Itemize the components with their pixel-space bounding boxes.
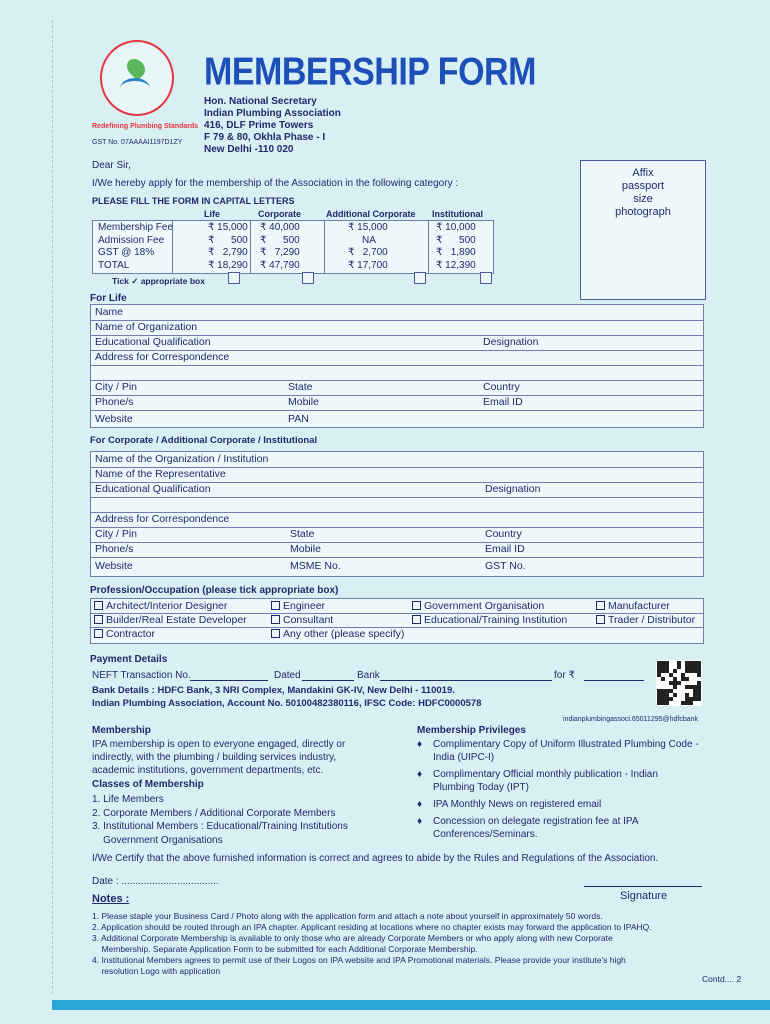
tick-box-additional[interactable]: [414, 272, 426, 284]
diamond-bullet-icon: ♦: [417, 739, 423, 750]
life-org-label: Name of Organization: [95, 321, 198, 333]
checkbox-icon[interactable]: [94, 629, 103, 638]
amount-label: for ₹: [554, 670, 575, 681]
account-line: Indian Plumbing Association, Account No. 50100482380116, IFSC Code: HDFC0000578: [92, 698, 482, 709]
note-item: Membership. Separate Application Form to be submitted for each Additional Corporate Membership.: [92, 944, 478, 954]
corp-designation-label: Designation: [485, 483, 541, 495]
privilege-line: India (UIPC-I): [433, 752, 495, 763]
fee-cell: ₹ 500: [436, 234, 476, 246]
life-country-label: Country: [483, 381, 520, 393]
signature-label: Signature: [620, 890, 668, 902]
life-heading: For Life: [90, 293, 127, 304]
fee-cell: ₹ 18,290: [208, 259, 248, 271]
classes-heading: Classes of Membership: [92, 779, 204, 790]
checkbox-icon[interactable]: [596, 601, 605, 610]
profession-heading: Profession/Occupation (please tick appropriate box): [90, 585, 339, 596]
neft-label: NEFT Transaction No.: [92, 670, 191, 681]
profession-option[interactable]: [271, 628, 404, 641]
tick-box-institutional[interactable]: [480, 272, 492, 284]
address-line: Hon. National Secretary: [204, 96, 317, 107]
bank-details: Bank Details : HDFC Bank, 3 NRI Complex, Mandakini GK-IV, New Delhi - 110019.: [92, 685, 455, 696]
membership-line: indirectly, with the plumbing / building services industry,: [92, 752, 337, 763]
upi-id: indianplumbingassoci.65011295@hdfcbank: [563, 716, 699, 723]
fee-row-label: GST @ 18%: [98, 247, 155, 258]
life-phone-row[interactable]: [91, 395, 703, 411]
tick-box-life[interactable]: [228, 272, 240, 284]
corp-heading: For Corporate / Additional Corporate / Institutional: [90, 435, 318, 446]
profession-option[interactable]: [271, 600, 325, 613]
gst-number: GST No. 07AAAAI1197D1ZY: [92, 139, 183, 146]
fee-cell: ₹ 15,000: [208, 222, 248, 233]
life-address-label: Address for Correspondence: [95, 351, 230, 363]
life-mobile-label: Mobile: [288, 396, 319, 408]
profession-option[interactable]: [94, 600, 227, 613]
corp-phone-label: Phone/s: [95, 543, 134, 555]
tick-box-corporate[interactable]: [302, 272, 314, 284]
note-item: 4. Institutional Members agrees to permit use of their Logos on IPA website and IPA Promotional materials. Please provide your institute's high: [92, 955, 626, 965]
checkbox-icon[interactable]: [596, 615, 605, 624]
corp-email-label: Email ID: [485, 543, 525, 555]
corp-rep-row[interactable]: [91, 467, 703, 483]
life-pan-label: PAN: [288, 413, 309, 425]
checkbox-icon[interactable]: [94, 615, 103, 624]
privilege-line: Concession on delegate registration fee at IPA: [433, 816, 639, 827]
note-item: 3. Additional Corporate Membership is available to only those who are already Corporate Members or who apply along with new Corporate: [92, 933, 613, 943]
privilege-line: Conferences/Seminars.: [433, 829, 538, 840]
bank-label: Bank: [357, 670, 380, 681]
fee-header-institutional: Institutional: [432, 209, 483, 219]
corp-city-label: City / Pin: [95, 528, 138, 540]
corp-mobile-label: Mobile: [290, 543, 321, 555]
profession-option-label: Government Organisation: [424, 600, 545, 612]
life-website-row[interactable]: [91, 410, 703, 426]
life-address-row-2[interactable]: [91, 365, 703, 381]
class-item: 1. Life Members: [92, 794, 164, 805]
fee-header-corporate: Corporate: [258, 209, 302, 219]
fee-cell: ₹ 500: [260, 234, 300, 246]
checkbox-icon[interactable]: [412, 601, 421, 610]
life-address-row[interactable]: [91, 350, 703, 366]
fee-cell: ₹ 500: [208, 234, 248, 246]
fee-cell: ₹ 10,000: [436, 222, 476, 233]
class-item: 3. Institutional Members : Educational/Training Institutions: [92, 821, 348, 832]
profession-option-label: Consultant: [283, 614, 334, 626]
corp-msme-label: MSME No.: [290, 560, 341, 572]
caps-note: PLEASE FILL THE FORM IN CAPITAL LETTERS: [92, 196, 295, 206]
checkbox-icon[interactable]: [94, 601, 103, 610]
fee-cell: ₹ 7,290: [260, 247, 300, 258]
address-line: F 79 & 80, Okhla Phase - I: [204, 132, 326, 143]
profession-option-label: Educational/Training Institution: [424, 614, 568, 626]
life-name-label: Name: [95, 306, 124, 318]
corp-website-row[interactable]: [91, 557, 703, 575]
profession-option-label: Trader / Distributor: [608, 614, 696, 626]
fee-cell: ₹ 2,700: [348, 247, 388, 258]
corp-address-label: Address for Correspondence: [95, 513, 230, 525]
membership-line: IPA membership is open to everyone engaged, directly or: [92, 739, 346, 750]
privilege-line: Plumbing Today (IPT): [433, 782, 529, 793]
certify-text: I/We Certify that the above furnished information is correct and agrees to abide by the Rules and Regulations of the Association.: [92, 853, 659, 864]
corp-blank-row[interactable]: [91, 497, 703, 513]
perforation-line: [52, 20, 53, 994]
class-item: 2. Corporate Members / Additional Corporate Members: [92, 807, 336, 819]
life-edu-label: Educational Qualification: [95, 336, 211, 348]
fee-row-label: TOTAL: [98, 259, 130, 271]
salutation: Dear Sir,: [92, 160, 131, 171]
checkbox-icon[interactable]: [412, 615, 421, 624]
life-designation-label: Designation: [483, 336, 539, 348]
corp-org-label: Name of the Organization / Institution: [95, 453, 269, 465]
classes-list: [92, 793, 348, 847]
page-title: MEMBERSHIP FORM: [204, 50, 536, 94]
corp-gst-label: GST No.: [485, 560, 526, 572]
life-city-row[interactable]: [91, 380, 703, 396]
profession-option-label: Builder/Real Estate Developer: [106, 614, 247, 626]
photo-label: Affix passport size photograph: [615, 167, 671, 218]
address-line: New Delhi -110 020: [204, 144, 294, 155]
note-item: resolution Logo with application: [92, 966, 221, 976]
profession-option-label: Architect/Interior Designer: [106, 600, 228, 612]
fee-cell: ₹ 17,700: [348, 259, 388, 271]
profession-option[interactable]: [271, 614, 333, 627]
logo-wave-icon: [120, 78, 150, 99]
corp-rep-label: Name of the Representative: [95, 468, 226, 480]
tick-label: Tick ✓ appropriate box: [112, 276, 205, 286]
date-label[interactable]: Date : ...................................: [92, 876, 219, 887]
address-line: 416, DLF Prime Towers: [204, 120, 314, 131]
qr-code-icon: [656, 660, 702, 706]
fee-row-label: Admission Fee: [98, 234, 165, 246]
diamond-bullet-icon: ♦: [417, 799, 423, 810]
fee-cell: ₹ 40,000: [260, 222, 300, 233]
logo-tagline: Redefining Plumbing Standards: [92, 123, 199, 130]
fee-cell: ₹ 12,390: [436, 259, 476, 271]
life-website-label: Website: [95, 413, 133, 425]
corp-address-row[interactable]: [91, 512, 703, 528]
fee-cell: ₹ 2,790: [208, 247, 248, 258]
dated-label: Dated: [274, 670, 301, 681]
corp-country-label: Country: [485, 528, 522, 540]
profession-option[interactable]: [94, 614, 247, 627]
privilege-line: IPA Monthly News on registered email: [433, 799, 602, 810]
privilege-line: Complimentary Copy of Uniform Illustrated Plumbing Code -: [433, 739, 699, 750]
profession-option[interactable]: [412, 600, 544, 613]
profession-option[interactable]: [596, 600, 670, 613]
life-section: [90, 304, 704, 428]
life-email-label: Email ID: [483, 396, 523, 408]
life-state-label: State: [288, 381, 313, 393]
life-org-row[interactable]: [91, 320, 703, 336]
fee-row-label: Membership Fee: [98, 222, 174, 233]
diamond-bullet-icon: ♦: [417, 816, 423, 827]
apply-text: I/We hereby apply for the membership of the Association in the following category :: [92, 178, 459, 189]
notes-heading: Notes :: [92, 893, 130, 905]
life-city-label: City / Pin: [95, 381, 138, 393]
privileges-heading: Membership Privileges: [417, 725, 526, 736]
address-block: [204, 96, 341, 156]
corp-org-row[interactable]: [91, 452, 703, 468]
neft-input[interactable]: [190, 680, 268, 681]
bank-input[interactable]: [380, 680, 552, 681]
corp-edu-label: Educational Qualification: [95, 483, 211, 495]
life-phone-label: Phone/s: [95, 396, 134, 408]
footer-bar: [52, 1000, 770, 1010]
fee-cell: ₹ 15,000: [348, 222, 388, 233]
corp-phone-row[interactable]: [91, 542, 703, 558]
profession-option-label: Any other (please specify): [283, 628, 405, 640]
corp-state-label: State: [290, 528, 315, 540]
fee-header-additional: Additional Corporate: [326, 209, 416, 219]
payment-heading: Payment Details: [90, 654, 168, 665]
note-item: 2. Application should be routed through an IPA chapter. Applicant residing at locations where no chapter exists may forward the application to IPAHQ.: [92, 922, 652, 932]
photo-box[interactable]: [580, 160, 706, 300]
continued-label: Contd.... 2: [702, 974, 742, 984]
diamond-bullet-icon: ♦: [417, 769, 423, 780]
life-name-row[interactable]: [91, 305, 703, 321]
membership-text: [92, 738, 345, 777]
address-line: Indian Plumbing Association: [204, 108, 341, 119]
profession-option-label: Engineer: [283, 600, 326, 612]
membership-line: academic institutions, government departments, etc.: [92, 765, 324, 776]
membership-heading: Membership: [92, 725, 151, 736]
profession-option[interactable]: [94, 628, 155, 641]
notes-list: [92, 911, 702, 977]
life-edu-row[interactable]: [91, 335, 703, 351]
checkbox-icon[interactable]: [271, 629, 280, 638]
fee-cell: ₹ 1,890: [436, 247, 476, 258]
corp-section: [90, 451, 704, 577]
amount-input[interactable]: [584, 680, 644, 681]
corp-edu-row[interactable]: [91, 482, 703, 498]
fee-header-life: Life: [204, 209, 221, 219]
fee-cell: NA: [362, 234, 376, 246]
class-item: Government Organisations: [92, 834, 223, 846]
fee-cell: ₹ 47,790: [260, 259, 300, 271]
signature-line[interactable]: [584, 886, 702, 887]
profession-option-label: Contractor: [106, 628, 156, 640]
checkbox-icon[interactable]: [271, 615, 280, 624]
privilege-line: Complimentary Official monthly publication - Indian: [433, 769, 658, 780]
dated-input[interactable]: [302, 680, 354, 681]
profession-section: [90, 598, 704, 644]
note-item: 1. Please staple your Business Card / Photo along with the application form and attach a note about yourself in approximately 50 words.: [92, 911, 603, 921]
profession-option[interactable]: [412, 614, 567, 627]
profession-option[interactable]: [596, 614, 695, 627]
corp-city-row[interactable]: [91, 527, 703, 543]
corp-website-label: Website: [95, 560, 133, 572]
checkbox-icon[interactable]: [271, 601, 280, 610]
profession-option-label: Manufacturer: [608, 600, 670, 612]
